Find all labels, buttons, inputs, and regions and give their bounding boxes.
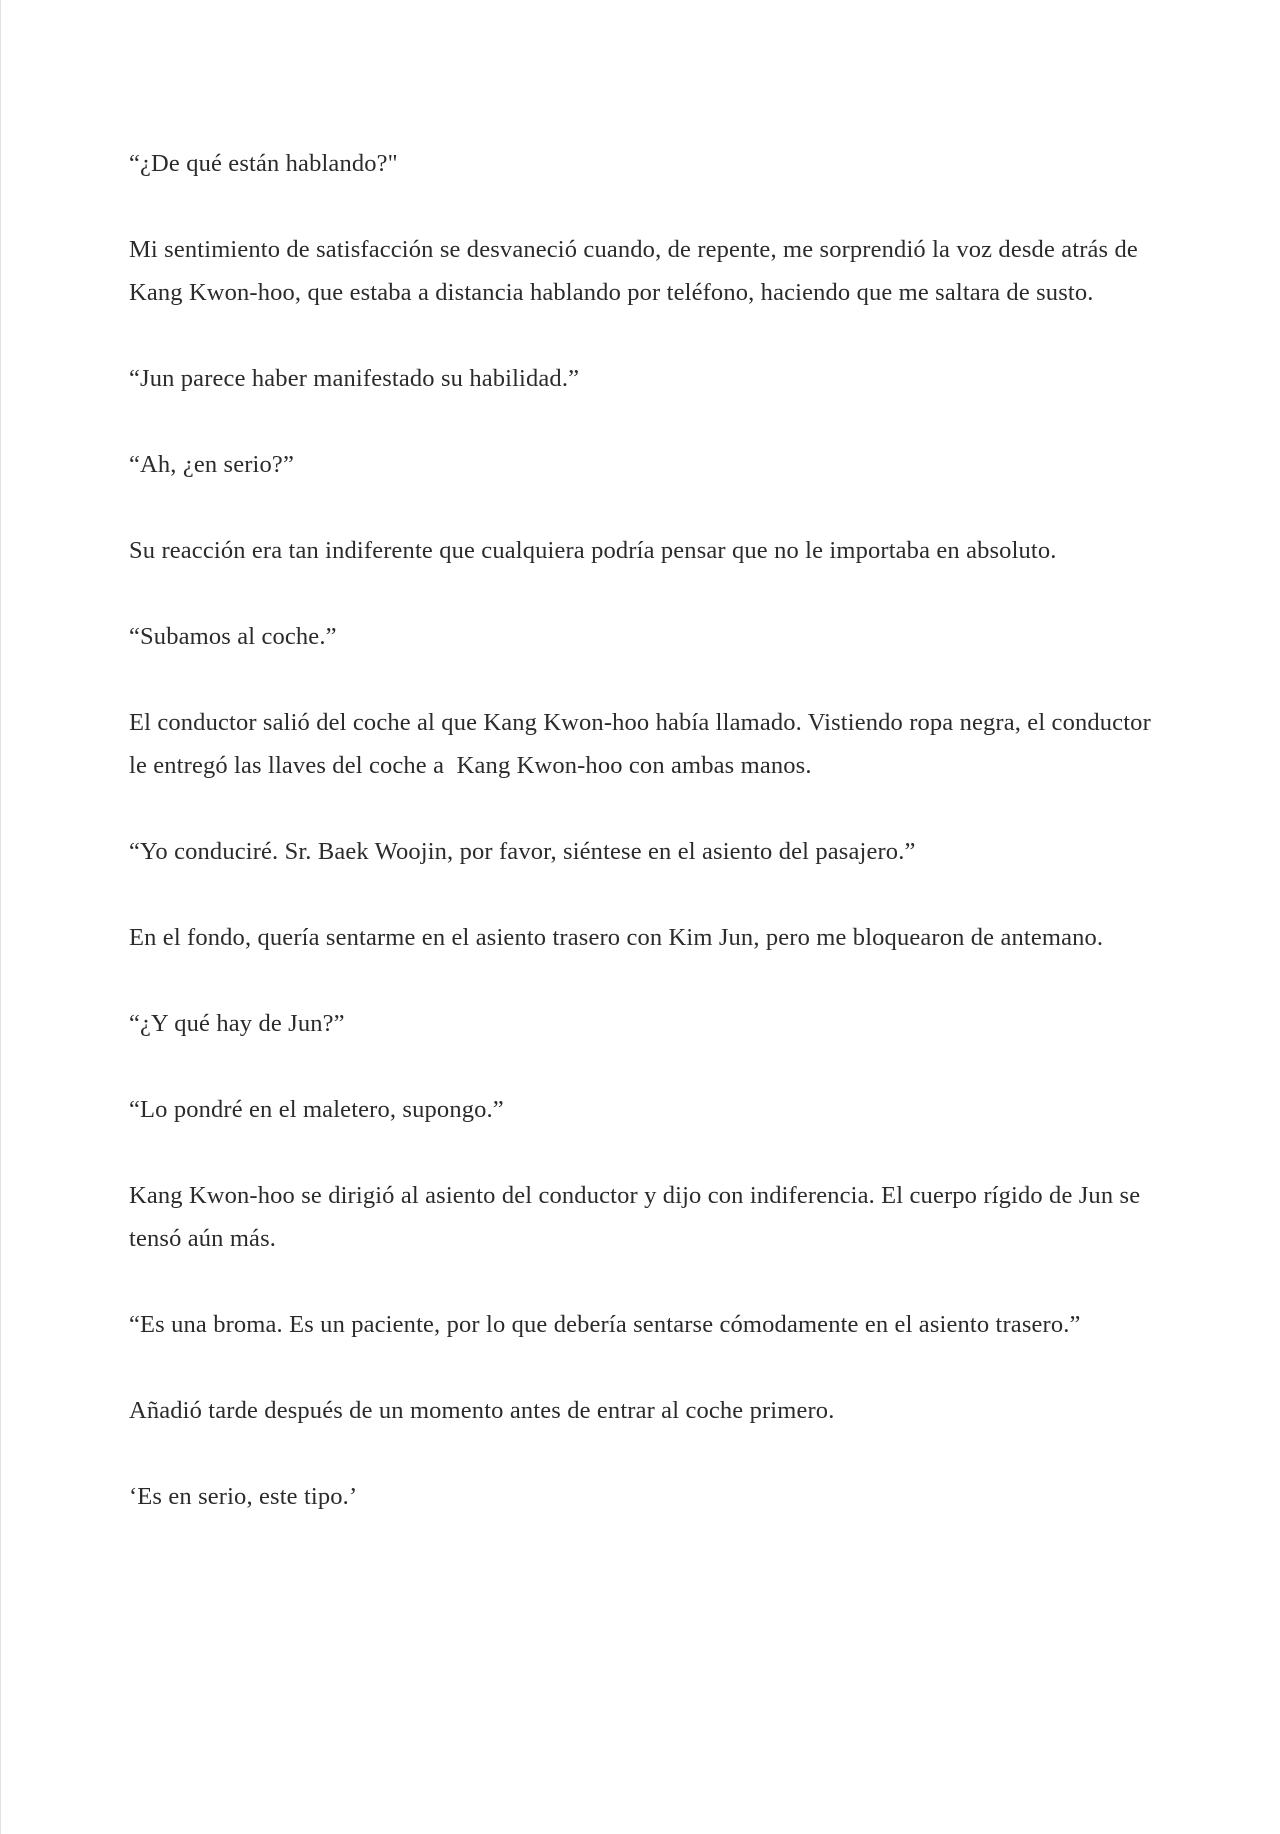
paragraph-dialogue: “¿De qué están hablando?" [129, 150, 398, 177]
paragraph-dialogue: “Lo pondré en el maletero, supongo.” [129, 1096, 504, 1123]
paragraph-dialogue: “Es una broma. Es un paciente, por lo que debería sentarse cómodamente en el asiento trasero.” [129, 1311, 1081, 1338]
paragraph-thought: ‘Es en serio, este tipo.’ [129, 1483, 358, 1510]
paragraph-dialogue: “Ah, ¿en serio?” [129, 451, 294, 478]
paragraph-dialogue: “¿Y qué hay de Jun?” [129, 1010, 345, 1037]
paragraph-narration: En el fondo, quería sentarme en el asiento trasero con Kim Jun, pero me bloquearon de antemano. [129, 924, 1104, 951]
paragraph-dialogue: “Yo conduciré. Sr. Baek Woojin, por favor, siéntese en el asiento del pasajero.” [129, 838, 916, 865]
document-body [129, 142, 1159, 1561]
paragraph-narration: Añadió tarde después de un momento antes de entrar al coche primero. [129, 1397, 835, 1424]
paragraph-narration: El conductor salió del coche al que Kang Kwon-hoo había llamado. Vistiendo ropa negra, el conductor le entregó las llaves del coche a Kang Kwon-hoo con ambas manos. [129, 709, 1158, 779]
paragraph-narration: Mi sentimiento de satisfacción se desvaneció cuando, de repente, me sorprendió la voz desde atrás de Kang Kwon-hoo, que estaba a distancia hablando por teléfono, haciendo que me saltara de susto. [129, 236, 1145, 306]
paragraph-dialogue: “Subamos al coche.” [129, 623, 337, 650]
paragraph-narration: Su reacción era tan indiferente que cualquiera podría pensar que no le importaba en absoluto. [129, 537, 1057, 564]
paragraph-narration: Kang Kwon-hoo se dirigió al asiento del conductor y dijo con indiferencia. El cuerpo rígido de Jun se tensó aún más. [129, 1182, 1147, 1252]
paragraph-dialogue: “Jun parece haber manifestado su habilidad.” [129, 365, 580, 392]
